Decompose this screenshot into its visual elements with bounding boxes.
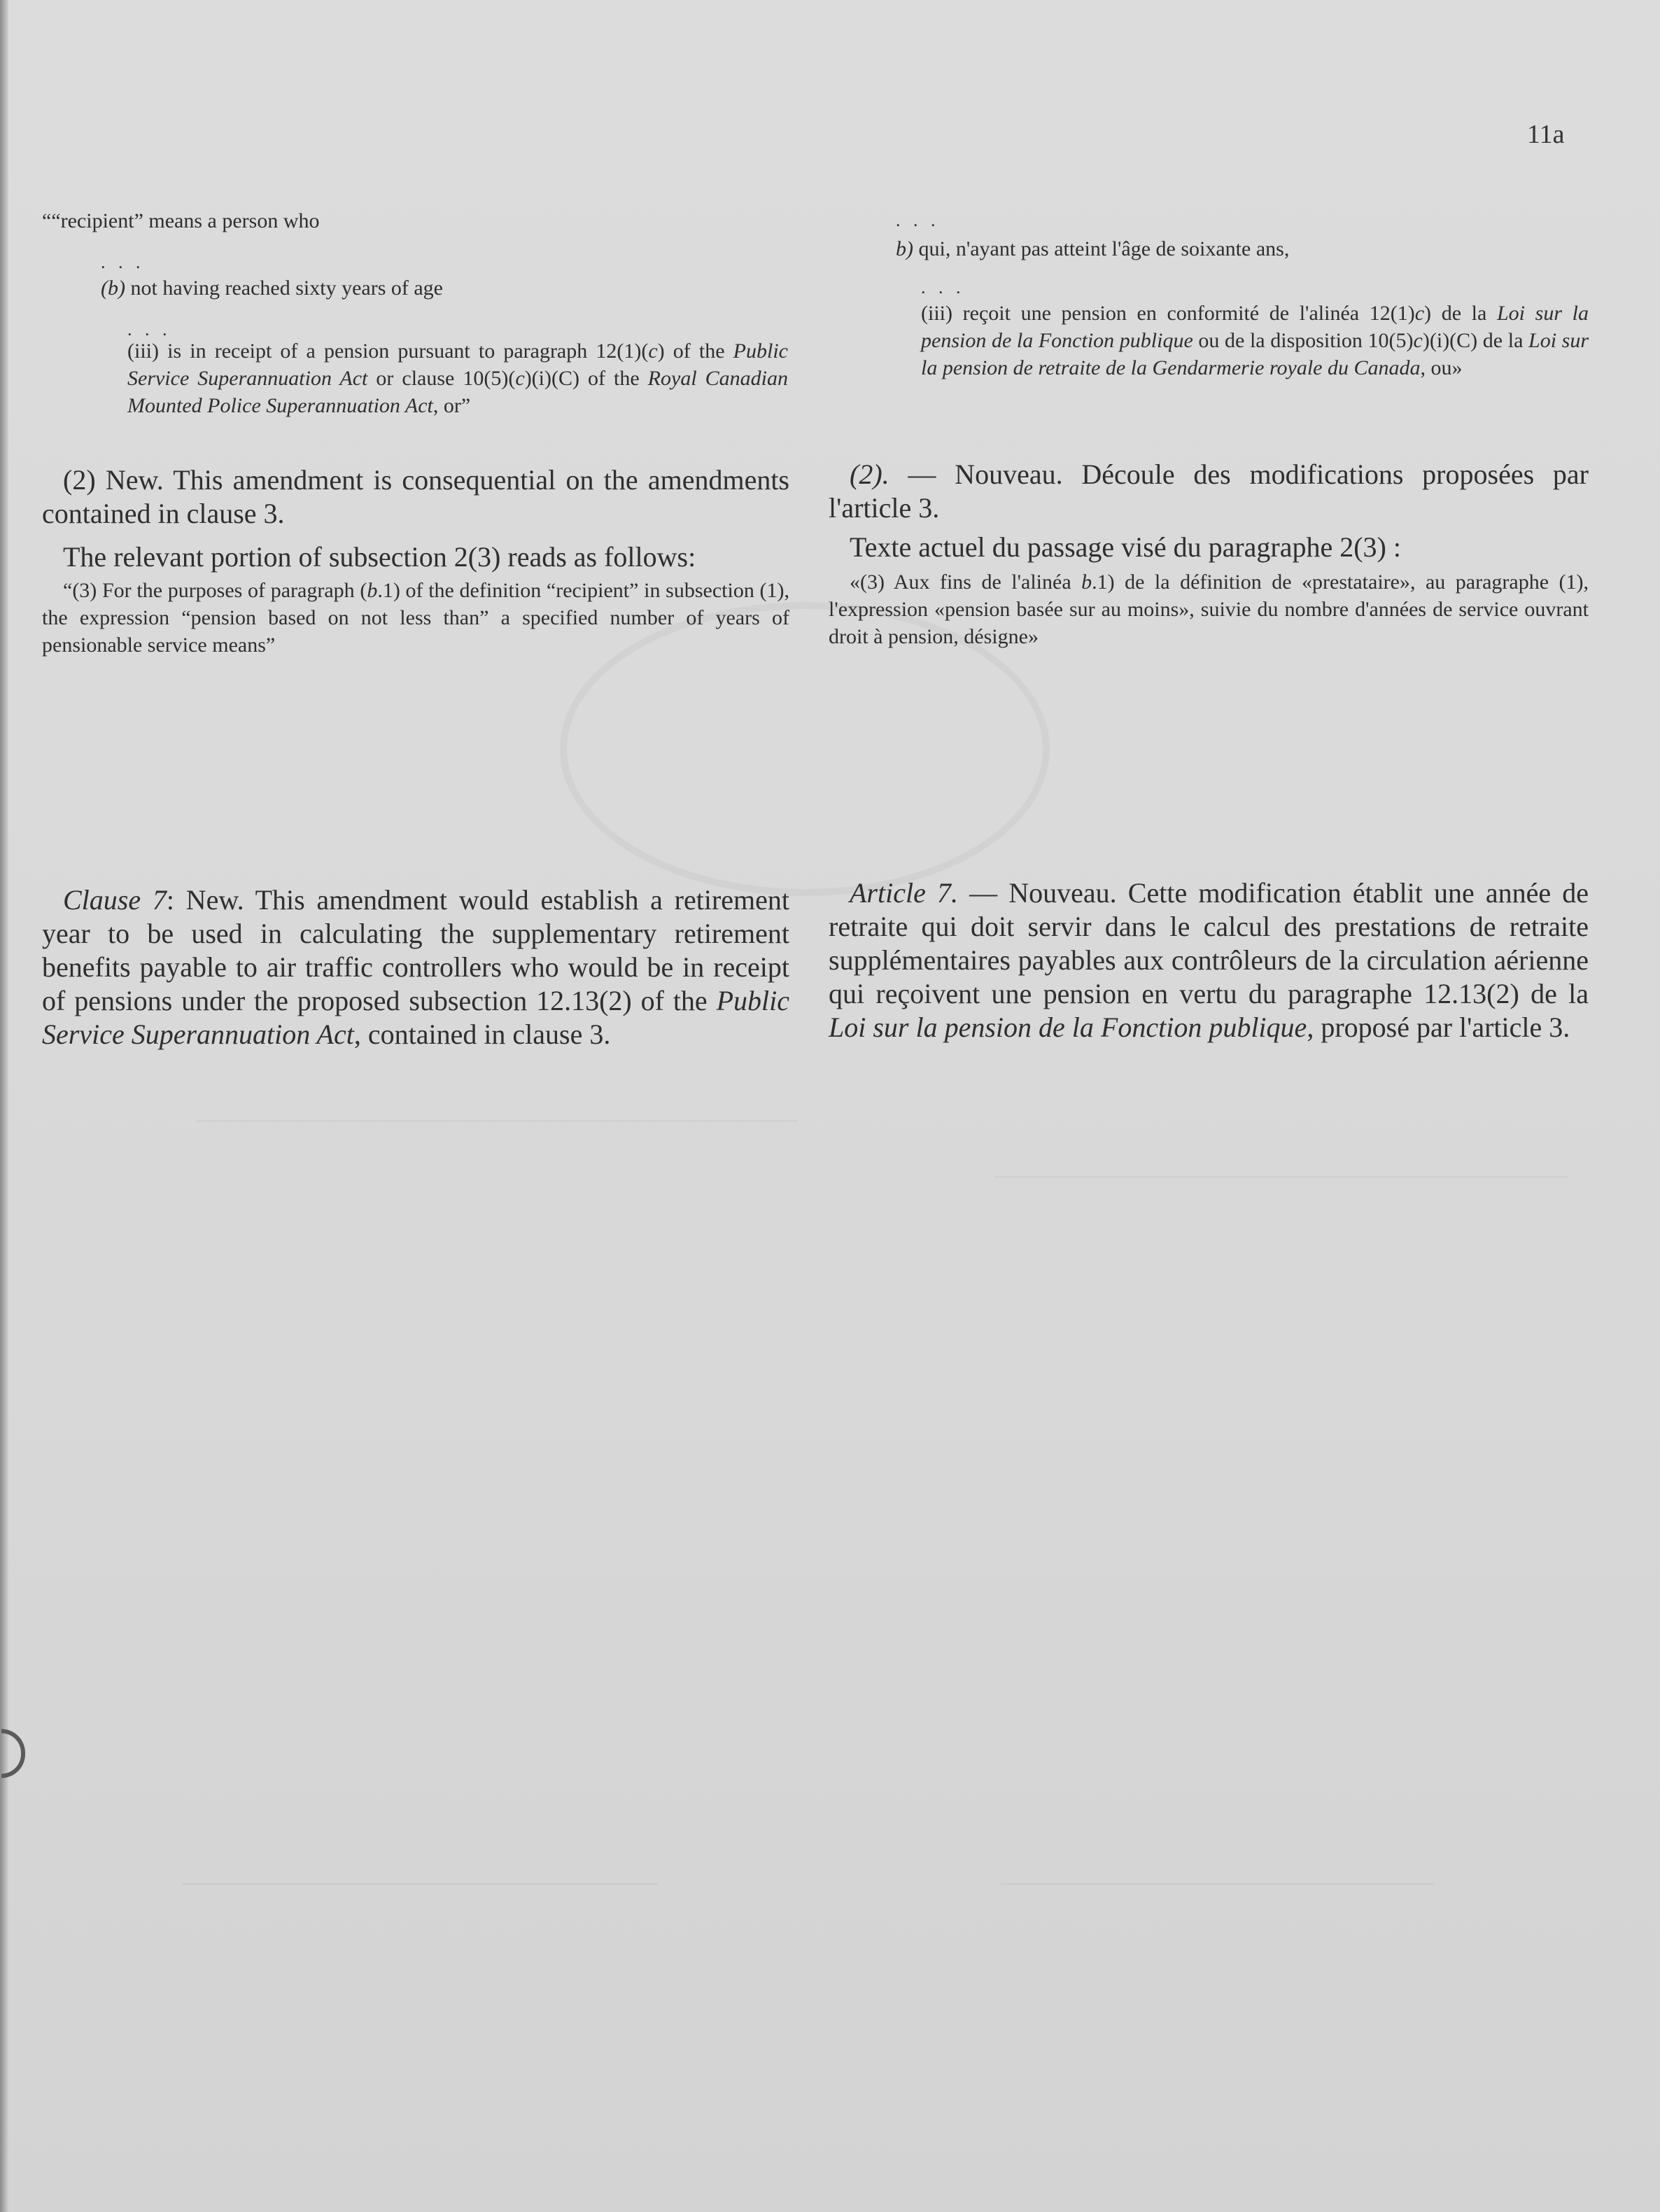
show-through-line: [196, 1120, 798, 1122]
text-run: c: [1414, 302, 1425, 325]
text-run: (iii) reçoit une pension en conformité de l'alinéa 12(1): [921, 302, 1415, 325]
binding-edge: [0, 0, 8, 2212]
note-2-label: (2).: [850, 458, 889, 490]
text-run: «(3) Aux fins de l'alinéa: [850, 570, 1082, 594]
ellipsis: . . .: [921, 277, 965, 298]
right-subparagraph-iii: [921, 300, 1589, 382]
left-subparagraph-iii: [127, 337, 788, 419]
text-run: or clause 10(5)(: [367, 367, 516, 390]
left-quote-subsection-2-3: [42, 577, 789, 659]
text-run: ) of the: [657, 340, 733, 363]
act-title: Loi sur la pension de retraite de la Gendarmerie royale du Canada: [921, 329, 1589, 379]
show-through-line: [182, 1883, 658, 1885]
text-run: )(i)(C) de la: [1422, 329, 1529, 352]
act-title: Loi sur la pension de la Fonction publique: [829, 1011, 1307, 1043]
text-run: “(3) For the purposes of paragraph (: [63, 579, 367, 602]
act-title: Loi sur la pension de la Fonction publique: [921, 302, 1589, 352]
ellipsis: . . .: [896, 210, 940, 230]
text-run: .1) de la définition de «prestataire», au paragraphe (1), l'expression «pension basée sur au moins», suivie du nombre d'années de service ouvrant droit à pension, désigne»: [829, 570, 1589, 648]
paragraph-b-label: b): [896, 237, 913, 260]
clause-7-label: Clause 7: [63, 884, 167, 916]
text-run: c: [648, 340, 658, 363]
act-title: Public Service Superannuation Act: [127, 340, 788, 390]
text-run: b: [1081, 570, 1092, 594]
text-run: .1) of the definition “recipient” in subsection (1), the expression “pension based on not less than” a specified number of years of pensionable service means”: [42, 579, 789, 657]
paragraph-b-label: (b): [101, 276, 125, 300]
right-note-2: [829, 458, 1589, 525]
text-run: c: [515, 367, 525, 390]
binder-ring: [1, 1729, 25, 1778]
right-quote-subsection-2-3: [829, 568, 1589, 650]
text-run: ) de la: [1424, 302, 1497, 325]
left-clause-7-note: [42, 883, 789, 1051]
text-run: — Nouveau. Cette modification établit une année de retraite qui doit servir dans le calcul des prestations de retraite supplémentaires payables aux contrôleurs de la circulation aérienne qui reçoivent une pension en vertu du paragraphe 12.13(2) de la: [829, 877, 1589, 1009]
page-number: 11a: [1527, 120, 1565, 149]
text-run: : New. This amendment would establish a retirement year to be used in calculating the supplementary retirement benefits payable to air traffic controllers who would be in receipt of pensions under the proposed subsection 12.13(2) of the: [42, 884, 789, 1016]
left-relevant-portion: The relevant portion of subsection 2(3) reads as follows:: [63, 541, 696, 573]
ellipsis: . . .: [127, 319, 171, 340]
text-run: — Nouveau. Découle des modifications proposées par l'article 3.: [829, 458, 1589, 524]
ellipsis: . . .: [101, 252, 145, 272]
left-quote-recipient: [42, 207, 789, 234]
text-run: (iii) is in receipt of a pension pursuant to paragraph 12(1)(: [127, 340, 649, 363]
text-run: , proposé par l'article 3.: [1307, 1011, 1570, 1043]
article-7-label: Article 7.: [850, 877, 958, 909]
text-run: , or”: [432, 394, 471, 417]
right-paragraph-b: [829, 235, 1589, 262]
left-paragraph-b: [42, 274, 848, 302]
show-through-line: [994, 1176, 1568, 1178]
show-through-line: [1001, 1883, 1435, 1885]
right-relevant-portion: Texte actuel du passage visé du paragraphe 2(3) :: [850, 531, 1401, 563]
recipient-definition: ““recipient” means a person who: [42, 209, 320, 232]
text-run: , contained in clause 3.: [353, 1018, 611, 1050]
text-run: c: [1413, 329, 1423, 352]
paragraph-b-text: not having reached sixty years of age: [125, 276, 443, 300]
text-run: )(i)(C) of the: [524, 367, 648, 390]
right-article-7-note: [829, 876, 1589, 1044]
act-title: Public Service Superannuation Act: [42, 985, 789, 1050]
text-run: , ou»: [1420, 356, 1463, 379]
text-run: b: [367, 579, 378, 602]
act-title: Royal Canadian Mounted Police Superannuation Act: [127, 367, 789, 417]
text-run: ou de la disposition 10(5): [1193, 329, 1414, 352]
paragraph-b-text: qui, n'ayant pas atteint l'âge de soixante ans,: [913, 237, 1290, 260]
left-note-2: (2) New. This amendment is consequential on the amendments contained in clause 3.: [42, 464, 789, 529]
